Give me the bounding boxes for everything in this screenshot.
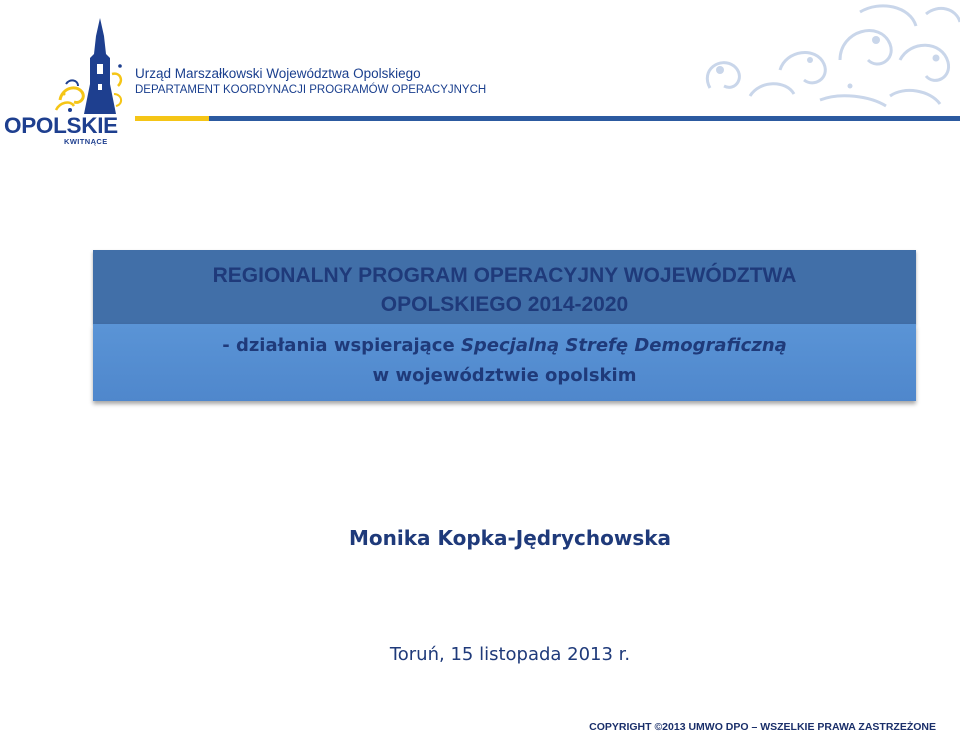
- department-name: DEPARTAMENT KOORDYNACJI PROGRAMÓW OPERACYJNYCH: [135, 84, 487, 96]
- subtitle-emphasis: Specjalną Strefę Demograficzną: [460, 335, 787, 356]
- header-accent-bar-blue: [209, 116, 960, 121]
- subtitle-prefix: - działania wspierające: [222, 335, 461, 356]
- decorative-swirl-icon: [690, 0, 960, 112]
- header-accent-bar-yellow: [135, 116, 209, 121]
- logo-wordmark: OPOLSKIE: [4, 113, 118, 138]
- title-line-2: OPOLSKIEGO 2014-2020: [380, 293, 629, 316]
- logo-tagline: KWITNĄCE: [64, 137, 108, 146]
- organization-name: Urząd Marszałkowski Województwa Opolskiego: [135, 66, 421, 81]
- subtitle-line-1: [93, 334, 916, 358]
- author-name: Monika Kopka-Jędrychowska: [348, 526, 672, 550]
- title-line-1: REGIONALNY PROGRAM OPERACYJNY WOJEWÓDZTWA: [212, 264, 797, 287]
- copyright-notice: COPYRIGHT ©2013 UMWO DPO – WSZELKIE PRAWA ZASTRZEŻONE: [589, 721, 936, 733]
- place-and-date: Toruń, 15 listopada 2013 r.: [389, 644, 631, 665]
- subtitle-line-2: w województwie opolskim: [372, 365, 637, 386]
